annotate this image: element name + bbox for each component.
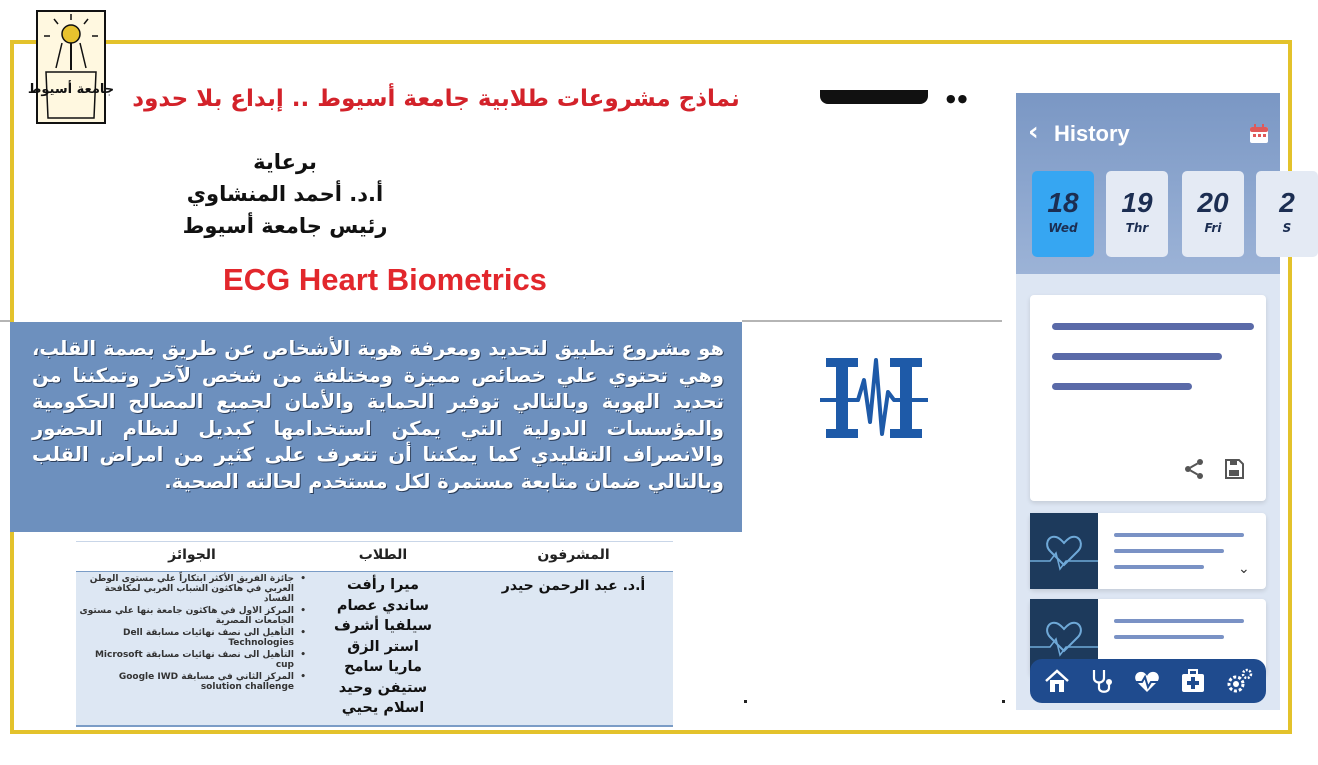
- logo-text: جامعة أسيوط: [27, 82, 115, 97]
- university-logo: [27, 10, 115, 124]
- record-card[interactable]: [1030, 295, 1266, 501]
- student-name: اسلام يحيي: [341, 700, 425, 716]
- divider-right: [742, 320, 1002, 322]
- bottom-nav: [1030, 659, 1266, 703]
- president-role: رئيس جامعة أسيوط: [182, 214, 388, 238]
- tick-mark: [744, 700, 747, 703]
- student-name: سيلفيا أشرف: [333, 618, 433, 634]
- text-placeholder-bar: [1052, 383, 1192, 390]
- text-placeholder-bar: [1052, 353, 1222, 360]
- supervisor-name: أ.د. عبد الرحمن حيدر: [501, 578, 646, 594]
- header-awards: الجوائز: [168, 547, 216, 563]
- ecg-thumbnail: [1030, 513, 1098, 589]
- heart-rate-icon[interactable]: [1132, 666, 1162, 696]
- app-title: History: [1054, 121, 1130, 146]
- president-name: أ.د. أحمد المنشاوي: [186, 182, 384, 206]
- text-placeholder-bar: [1052, 323, 1254, 330]
- award-item: • المركز الاول في هاكثون جامعة بنها علي مستوى الجامعات المصرية: [78, 606, 306, 626]
- day-number: 2: [1279, 187, 1295, 218]
- share-icon[interactable]: [1182, 457, 1206, 481]
- phone-status-dots: ●●: [946, 92, 970, 105]
- calendar-icon[interactable]: [1248, 123, 1270, 145]
- stethoscope-icon[interactable]: [1086, 666, 1116, 696]
- divider-left: [0, 320, 10, 322]
- app-header: [1016, 93, 1295, 274]
- patronage-label: برعاية: [253, 150, 317, 174]
- text-placeholder-bar: [1114, 549, 1224, 553]
- project-name: ECG Heart Biometrics: [223, 262, 547, 297]
- student-name: ساندي عصام: [336, 597, 430, 614]
- student-name: استر الزق: [347, 638, 419, 655]
- student-name: ميرا رأفت: [346, 577, 420, 593]
- text-placeholder-bar: [1114, 565, 1204, 569]
- tick-mark: [1002, 700, 1005, 703]
- back-chevron-icon[interactable]: ‹: [1028, 117, 1039, 147]
- project-table: [76, 541, 673, 725]
- day-name: Thr: [1125, 221, 1149, 235]
- day-number: 20: [1197, 187, 1229, 218]
- award-item: • التأهيل الى نصف نهائيات مسابقة Microsoft cup: [78, 650, 306, 670]
- phone-app-screen: [1016, 93, 1295, 710]
- text-placeholder-bar: [1114, 619, 1244, 623]
- day-card[interactable]: [1256, 171, 1318, 257]
- student-name: ماريا سامح: [344, 659, 422, 675]
- table-body: [76, 572, 673, 727]
- day-name: Wed: [1048, 221, 1078, 235]
- settings-icon[interactable]: [1224, 666, 1254, 696]
- project-description: هو مشروع تطبيق لتحديد ومعرفة هوية الأشخاص عن طريق بصمة القلب، وهي تحتوي علي خصائص مميزة ومختلفة من شخص لآخر وتمكننا من تحديد الهوية وبالتالي توفير الحماية والأمان لجميع المصالح الحكومية والمؤسسات الدولية التي يمكن استخدامها كبديل لنظام الحضور والانصراف التقليدي كما يمكننا أن تتعرف على كثير من امراض القلب وبالتالي ضمان متابعة مستمرة لكل مستخدم لحالته الصحية.: [32, 337, 724, 493]
- history-list-item[interactable]: [1030, 513, 1266, 589]
- award-item: • المركز الثاني في مسابقة Google IWD solution challenge: [78, 672, 306, 692]
- day-number: 18: [1047, 187, 1079, 218]
- home-icon[interactable]: [1042, 666, 1072, 696]
- award-item: • التأهيل الى نصف نهائيات مسابقة Dell Technologies: [78, 628, 306, 648]
- page-title: نماذج مشروعات طلابية جامعة أسيوط .. إبداع بلا حدود: [132, 86, 740, 112]
- header-students: الطلاب: [358, 547, 408, 563]
- save-icon[interactable]: [1222, 457, 1246, 481]
- day-card[interactable]: [1182, 171, 1244, 257]
- chevron-down-icon[interactable]: ⌄: [1238, 561, 1250, 577]
- awards-list: [78, 574, 306, 694]
- text-placeholder-bar: [1114, 635, 1224, 639]
- table-header: [76, 541, 673, 572]
- day-card-selected[interactable]: [1032, 171, 1094, 257]
- heart-biometrics-logo-icon: [818, 342, 930, 454]
- medical-kit-icon[interactable]: [1178, 666, 1208, 696]
- students-list: [318, 575, 448, 719]
- day-name: S: [1282, 221, 1292, 235]
- header-supervisors: المشرفون: [537, 547, 610, 563]
- heart-outline-icon: [1030, 513, 1098, 589]
- day-number: 19: [1121, 187, 1153, 218]
- day-name: Fri: [1204, 221, 1222, 235]
- text-placeholder-bar: [1114, 533, 1244, 537]
- day-card[interactable]: [1106, 171, 1168, 257]
- phone-notch: [820, 90, 928, 104]
- award-item: • جائزة الفريق الأكثر ابتكاراً علي مستوى الوطن العربي في هاكثون الشباب العربي لمكافحة الفساد: [78, 574, 306, 604]
- description-box: [10, 322, 742, 532]
- student-name: ستيفن وحيد: [338, 679, 428, 696]
